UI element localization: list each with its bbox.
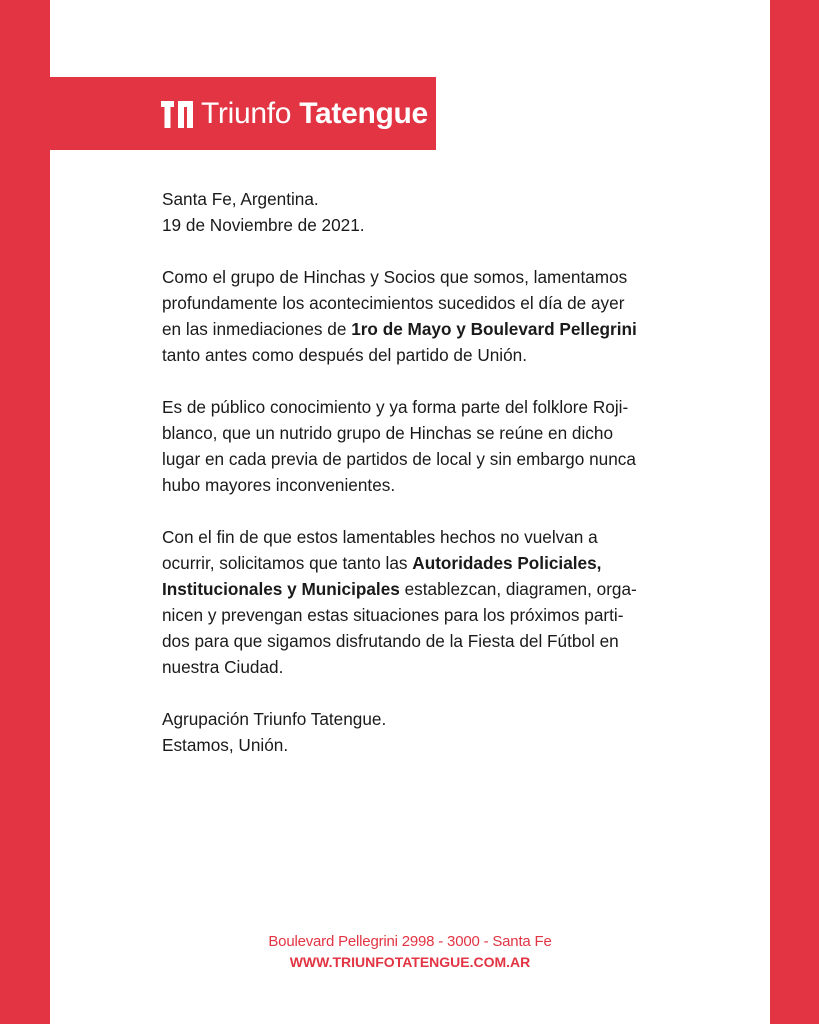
paragraph-1-text: en las inmediaciones de: [162, 319, 352, 339]
paragraph-1-line: tanto antes como después del partido de Unión.: [162, 345, 527, 365]
paragraph-2-line: blanco, que un nutrido grupo de Hinchas se reúne en dicho: [162, 423, 614, 443]
paragraph-2: [162, 394, 697, 498]
footer-website-link[interactable]: WWW.TRIUNFOTATENGUE.COM.AR: [289, 954, 531, 970]
paragraph-1: [162, 264, 697, 368]
logo-word-tatengue: Tatengue: [299, 96, 428, 130]
paragraph-3: [162, 524, 697, 680]
signature-line: Agrupación Triunfo Tatengue.: [162, 709, 387, 729]
paragraph-3-line: nicen y prevengan estas situaciones para los próximos parti-: [162, 605, 624, 625]
letter-body: [162, 186, 697, 758]
paragraph-1-line: [162, 316, 697, 342]
footer-address: Boulevard Pellegrini 2998 - 3000 - Santa Fe: [268, 933, 552, 950]
paragraph-1-line: profundamente los acontecimientos sucedidos el día de ayer: [162, 293, 625, 313]
logo-header-band: [50, 77, 436, 150]
paragraph-3-line: nuestra Ciudad.: [162, 657, 284, 677]
paragraph-3-line: [162, 550, 697, 576]
paragraph-3-text: ocurrir, solicitamos que tanto las: [162, 553, 413, 573]
triunfo-tatengue-logo: [161, 77, 428, 150]
paragraph-3-text: establezcan, diagramen, orga-: [399, 579, 637, 599]
right-red-band: [770, 0, 819, 1024]
signature-line: Estamos, Unión.: [162, 735, 289, 755]
paragraph-2-line: hubo mayores inconvenientes.: [162, 475, 396, 495]
paragraph-2-line: lugar en cada previa de partidos de local y sin embargo nunca: [162, 449, 636, 469]
logo-word-triunfo: Triunfo: [201, 96, 292, 130]
place-line: Santa Fe, Argentina.: [162, 189, 319, 209]
footer: [50, 932, 770, 972]
paragraph-2-line: Es de público conocimiento y ya forma parte del folklore Roji-: [162, 397, 629, 417]
date-line: 19 de Noviembre de 2021.: [162, 215, 365, 235]
left-red-band: [0, 0, 50, 1024]
paragraph-3-line: dos para que sigamos disfrutando de la Fiesta del Fútbol en: [162, 631, 619, 651]
paragraph-3-line: Con el fin de que estos lamentables hechos no vuelvan a: [162, 527, 598, 547]
authorities-emphasis: Institucionales y Municipales: [162, 579, 400, 599]
paragraph-3-line: [162, 576, 697, 602]
location-emphasis: 1ro de Mayo y Boulevard Pellegrini: [351, 319, 637, 339]
authorities-emphasis: Autoridades Policiales,: [412, 553, 602, 573]
paragraph-1-line: Como el grupo de Hinchas y Socios que somos, lamentamos: [162, 267, 628, 287]
tt-monogram-icon: [161, 98, 193, 130]
logo-wordmark: [201, 96, 428, 130]
